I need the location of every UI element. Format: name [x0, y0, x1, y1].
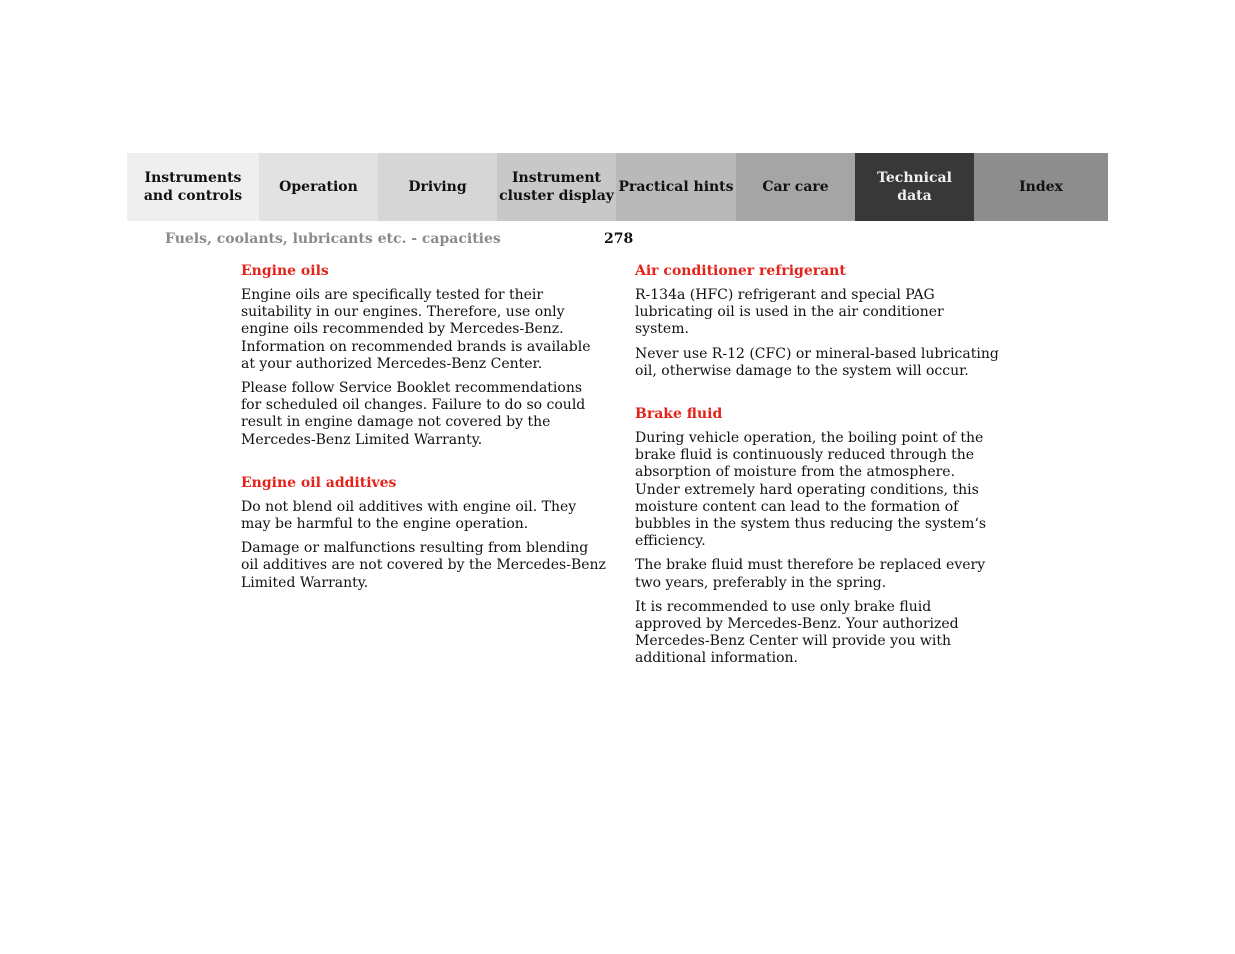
tab-instruments-and-controls[interactable]: Instruments and controls	[127, 153, 259, 221]
tab-index[interactable]: Index	[974, 153, 1108, 221]
page-number: 278	[604, 231, 634, 247]
tab-instrument-cluster-display[interactable]: Instrument cluster display	[497, 153, 616, 221]
paragraph: It is recommended to use only brake fluid approved by Mercedes-Benz. Your authorized Mercedes-Benz Center will provide you with additional information.	[635, 598, 959, 667]
tab-practical-hints[interactable]: Practical hints	[616, 153, 736, 221]
paragraph: The brake fluid must therefore be replaced every two years, preferably in the spring.	[635, 557, 986, 591]
heading-engine-oil-additives: Engine oil additives	[241, 474, 397, 491]
tab-technical-data[interactable]: Technical data	[855, 153, 974, 221]
paragraph: Please follow Service Booklet recommendations for scheduled oil changes. Failure to do so could result in engine damage not covered by the Mercedes-Benz Limited Warranty.	[241, 380, 586, 448]
paragraph: Engine oils are specifically tested for their suitability in our engines. Therefore, use only engine oils recommended by Mercedes-Benz. Information on recommended brands is available at your authorized Mercedes-Benz Center.	[241, 287, 591, 372]
left-column	[241, 262, 606, 599]
heading-engine-oils: Engine oils	[241, 263, 329, 279]
paragraph: Damage or malfunctions resulting from blending oil additives are not covered by the Mercedes-Benz Limited Warranty.	[241, 540, 606, 591]
heading-air-conditioner-refrigerant: Air conditioner refrigerant	[635, 263, 846, 279]
paragraph: During vehicle operation, the boiling point of the brake fluid is continuously reduced through the absorption of moisture from the atmosphere. Under extremely hard operating conditions, this moisture content can lead to the formation of bubbles in the system thus reducing the system‘s efficiency.	[635, 430, 987, 550]
tab-operation[interactable]: Operation	[259, 153, 378, 221]
right-column	[635, 262, 1000, 675]
heading-brake-fluid: Brake fluid	[635, 406, 723, 423]
chapter-navigation	[127, 153, 1108, 221]
paragraph: Never use R-12 (CFC) or mineral-based lubricating oil, otherwise damage to the system will occur.	[635, 345, 999, 379]
paragraph: Do not blend oil additives with engine oil. They may be harmful to the engine operation.	[241, 498, 577, 533]
tab-car-care[interactable]: Car care	[736, 153, 855, 221]
section-title: Fuels, coolants, lubricants etc. - capacities	[165, 231, 501, 247]
tab-driving[interactable]: Driving	[378, 153, 497, 221]
paragraph: R-134a (HFC) refrigerant and special PAG lubricating oil is used in the air conditioner system.	[635, 287, 944, 338]
